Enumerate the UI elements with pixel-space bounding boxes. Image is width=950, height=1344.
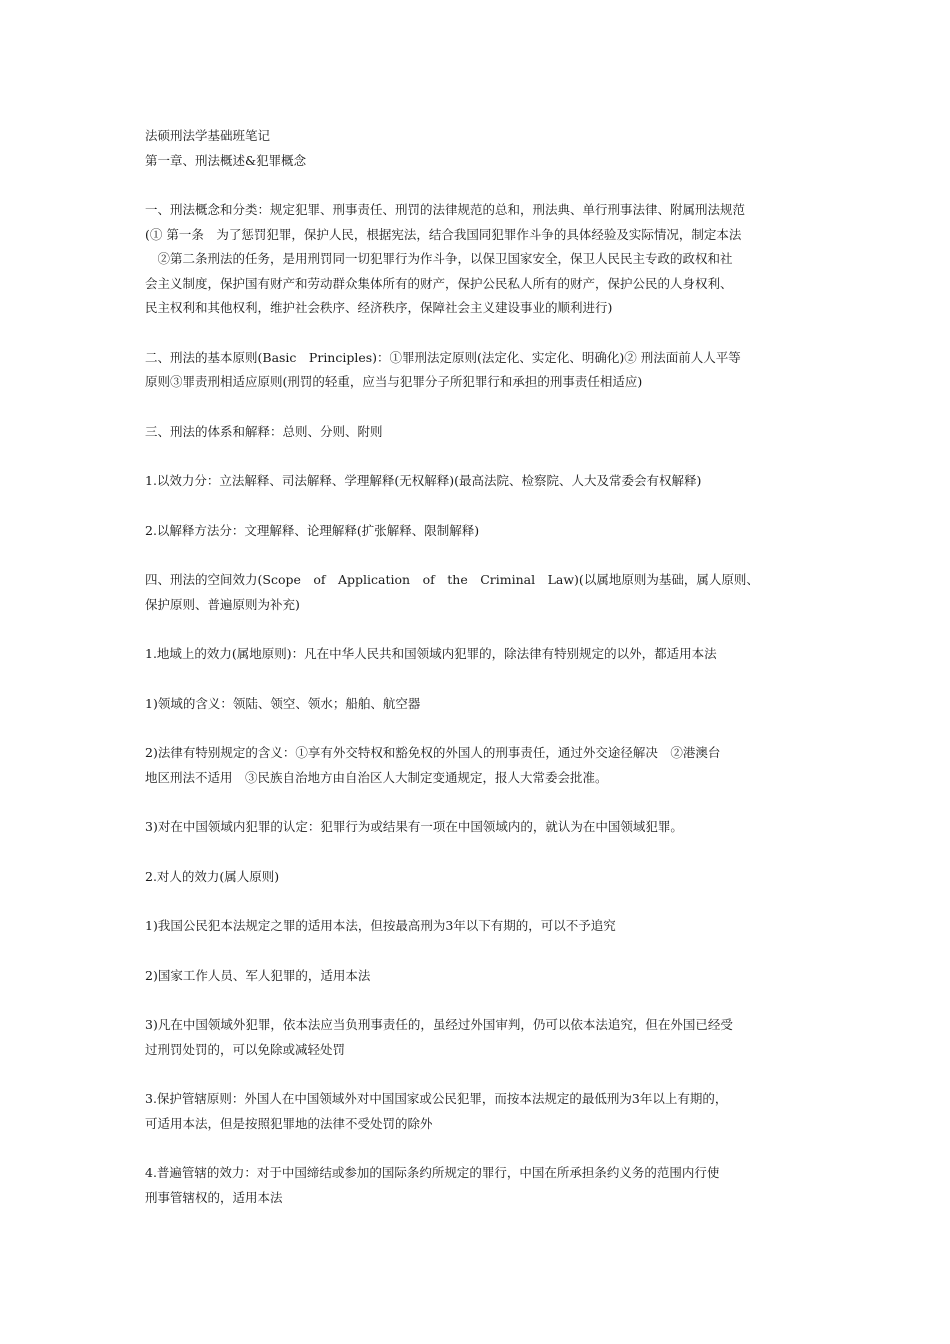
list-item: 可适用本法，但是按照犯罪地的法律不受处罚的除外 [145,1115,433,1131]
list-item: 3)凡在中国领域外犯罪，依本法应当负刑事责任的，虽经过外国审判，仍可以依本法追究，但在外国已经受 [145,1017,733,1032]
section-principles [145,346,817,395]
document-title: 法硕刑法学基础班笔记 [145,128,271,143]
list-item: 1)领域的含义：领陆、领空、领水；船舶、航空器 [145,695,421,711]
list-item: 1.以效力分：立法解释、司法解释、学理解释(无权解释)(最高法院、检察院、人大及常委会有权解释) [145,473,702,488]
list-item: 3)对在中国领域内犯罪的认定：犯罪行为或结果有一项在中国领域内的，就认为在中国领域犯罪。 [145,819,683,834]
list-item: 2)国家工作人员、军人犯罪的，适用本法 [145,967,371,983]
section-system-heading: 三、刑法的体系和解释：总则、分则、附则 [145,423,383,439]
paragraph-line: 一、刑法概念和分类：规定犯罪、刑事责任、刑罚的法律规范的总和，刑法典、单行刑事法律、附属刑法规范 [145,202,746,217]
list-item: 4.普遍管辖的效力：对于中国缔结或参加的国际条约所规定的罪行，中国在所承担条约义务的范围内行使 [145,1165,720,1180]
paragraph-line: (① 第一条 为了惩罚犯罪，保护人民，根据宪法，结合我国同犯罪作斗争的具体经验及实际情况，制定本法 [145,226,742,242]
chapter-heading: 第一章、刑法概述&犯罪概念 [145,152,307,168]
paragraph-line: 保护原则、普遍原则为补充) [145,596,300,612]
paragraph-line: 会主义制度，保护国有财产和劳动群众集体所有的财产，保护公民私人所有的财产，保护公民的人身权利、 [145,275,733,291]
paragraph-line: 二、刑法的基本原则(Basic Principles)：①罪刑法定原则(法定化、实定化、明确化)② 刑法面前人人平等 [145,349,741,365]
paragraph-line: 原则③罪责刑相适应原则(刑罚的轻重，应当与犯罪分子所犯罪行和承担的刑事责任相适应) [145,374,643,389]
list-item: 2.对人的效力(属人原则) [145,868,280,884]
section-concept [145,198,817,321]
paragraph-line: 四、刑法的空间效力(Scope of Application of the Criminal Law)(以属地原则为基础，属人原则、 [145,572,759,587]
section-spatial-effect [145,568,817,617]
list-item: 2)法律有特别规定的含义：①享有外交特权和豁免权的外国人的刑事责任，通过外交途径解决 ②港澳台 [145,745,721,760]
document-page [145,124,817,1210]
list-item: 过刑罚处罚的，可以免除或减轻处罚 [145,1041,346,1057]
list-item: 刑事管辖权的，适用本法 [145,1189,283,1205]
list-item: 2.以解释方法分：文理解释、论理解释(扩张解释、限制解释) [145,522,480,538]
list-item: 地区刑法不适用 ③民族自治地方由自治区人大制定变通规定，报人大常委会批准。 [145,769,608,785]
paragraph-line: 民主权利和其他权利，维护社会秩序、经济秩序，保障社会主义建设事业的顺利进行) [145,300,613,315]
paragraph-line: ②第二条刑法的任务，是用刑罚同一切犯罪行为作斗争，以保卫国家安全，保卫人民民主专政的政权和社 [145,251,733,266]
list-item: 3.保护管辖原则：外国人在中国领域外对中国国家或公民犯罪，而按本法规定的最低刑为3年以上有期的， [145,1091,728,1106]
list-item: 1)我国公民犯本法规定之罪的适用本法，但按最高刑为3年以下有期的，可以不予追究 [145,918,616,933]
list-item: 1.地域上的效力(属地原则)：凡在中华人民共和国领域内犯罪的，除法律有特别规定的以外，都适用本法 [145,646,717,661]
